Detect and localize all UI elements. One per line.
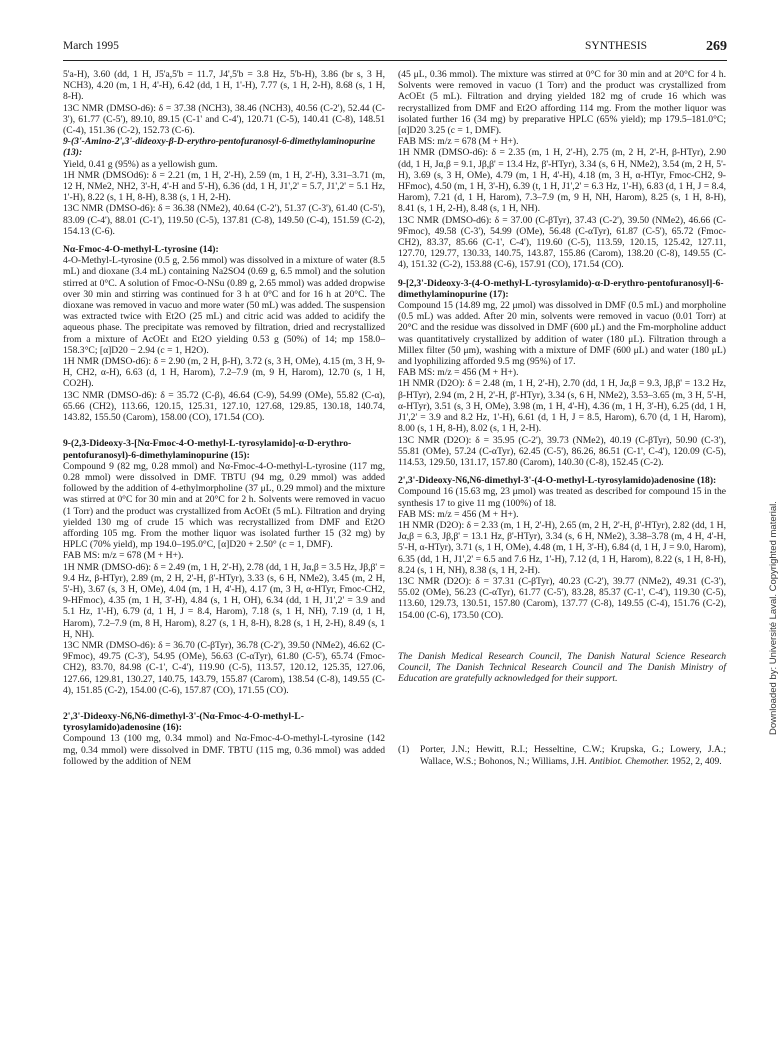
reference-entry (398, 744, 726, 766)
spacer (398, 271, 726, 278)
reference-authors: Porter, J.N.; Hewitt, R.I.; Hesseltine, C.W.; Krupska, G.; Lowery, J.A.; Wallace, W.S.; Bohonos, N.; Williams, J.H. (420, 744, 726, 767)
acknowledgement: The Danish Medical Research Council, The Danish Natural Science Research Council, The Danish Technical Research Council and The Danish Ministry of Education are gratefully acknowledged for their support. (398, 650, 726, 685)
spacer (398, 714, 726, 729)
spacer (398, 636, 726, 651)
paragraph: 1H NMR (DMSO-d6): δ = 2.35 (m, 1 H, 2'-H), 2.75 (m, 2 H, 2'-H, β-HTyr), 2.90 (dd, 1 H, Jα,β = 9.1, Jβ,β' = 13.4 Hz, β'-HTyr), 3.34 (s, 6 H, NMe2), 3.54 (m, 2 H, 5'-H), 3.69 (s, 3 H, OMe), 4.79 (m, 1 H, 4'-H), 4.18 (m, 3 H, α-HTyr, Fmoc-CH2, 9-HFmoc), 4.50 (m, 1 H, 3'-H), 6.39 (t, 1 H, J1',2' = 6.3 Hz, 1'-H), 6.83 (d, 1 H, J = 8.4, Harom), 7.21 (d, 1 H, Harom), 7.3–7.9 (m, 9 H, NH, Harom), 8.25 (s, 1 H, 8-H), 8.41 (s, 1 H, 2-H), 8.48 (s, 1 H, NH). (398, 147, 726, 215)
spacer (398, 729, 726, 744)
spacer (63, 237, 385, 244)
spacer (398, 621, 726, 636)
paragraph: 1H NMR (D2O): δ = 2.48 (m, 1 H, 2'-H), 2.70 (dd, 1 H, Jα,β = 9.3, Jβ,β' = 13.2 Hz, β-HTyr), 2.94 (m, 2 H, 2'-H, β'-HTyr), 3.34 (s, 6 H, NMe2), 3.53–3.65 (m, 3 H, 5'-H, α-HTyr), 3.51 (s, 3 H, OMe), 3.98 (m, 1 H, 4'-H), 4.36 (m, 1 H, 3'-H), 6.25 (dd, 1 H, J1',2' = 3.9 and 8.2 Hz, 1'-H), 6.61 (d, 1 H, J = 8.5, Harom), 6.70 (d, 1 H, Harom), 8.00 (s, 1 H, 8-H), 8.02 (s, 1 H, 2-H). (398, 378, 726, 435)
paragraph: 1H NMR (DMSO-d6): δ = 2.90 (m, 2 H, β-H), 3.72 (s, 3 H, OMe), 4.15 (m, 3 H, 9-H, CH2, α-H), 6.63 (d, 1 H, Harom), 7.2–7.9 (m, 9 H, Harom), 12.70 (s, 1 H, CO2H). (63, 356, 385, 390)
compound-heading: 2',3'-Dideoxy-N6,N6-dimethyl-3'-(4-O-methyl-L-tyrosylamido)adenosine (18): (398, 475, 717, 487)
compound-heading: 9-[2,3'-Dideoxy-3-(4-O-methyl-L-tyrosylamido)-α-D-erythro-pentofuranosyl]-6-dimethylaminopurine (17): (398, 277, 724, 300)
paragraph: FAB MS: m/z = 678 (M + H+). (398, 136, 519, 148)
left-column (63, 69, 385, 767)
paragraph: Compound 15 (14.89 mg, 22 μmol) was dissolved in DMF (0.5 mL) and morpholine (0.5 mL) was added. After 20 min, solvents were removed in vacuo (0.01 Torr) at 20°C and the residue was dissolved in DMF (600 μL) and the Fm-morpholine adduct was quantitatively crystallized by addition of water (180 μL). Filtration through a Millex filter (50 μm), washing with a mixture of DMF (600 μL) and water (180 μL) and lyophilizing afforded 9.5 mg (95%) of 17. (398, 300, 726, 368)
header-rule (63, 60, 727, 61)
reference-citation: 1952, 2, 409. (668, 755, 722, 767)
journal-name: SYNTHESIS (585, 40, 647, 52)
paragraph: FAB MS: m/z = 456 (M + H+). (398, 367, 519, 379)
paragraph: 1H NMR (DMSO-d6): δ = 2.49 (m, 1 H, 2'-H), 2.78 (dd, 1 H, Jα,β = 3.5 Hz, Jβ,β' = 9.4 Hz, β-HTyr), 2.89 (m, 2 H, 2'-H, β'-HTyr), 3.33 (s, 6 H, NMe2), 3.45 (m, 2 H, 5'-H), 3.67 (s, 3 H, OMe), 4.04 (m, 1 H, 4'-H), 4.17 (m, 3 H, α-HTyr, Fmoc-CH2, 9-HFmoc), 4.35 (m, 1 H, 3'-H), 4.84 (s, 1 H, OH), 6.34 (dd, 1 H, J1',2' = 3.9 and 5.1 Hz, 1'-H), 6.79 (d, 1 H, J = 8.4, Harom), 7.18 (s, 1 H, NH), 7.19 (d, 1 H, Harom), 7.2–7.9 (m, 8 H, Harom), 8.27 (s, 1 H, 8-H), 8.28 (s, 1 H, 2-H), 8.49 (s, 1 H, NH). (63, 561, 385, 640)
reference-text (420, 744, 726, 766)
compound-heading: Nα-Fmoc-4-O-methyl-L-tyrosine (14): (63, 244, 219, 256)
paragraph: 13C NMR (DMSO-d6): δ = 36.38 (NMe2), 40.64 (C-2'), 51.37 (C-3'), 61.40 (C-5'), 83.09 (C-4'), 88.01 (C-1'), 119.50 (C-5), 137.81 (C-8), 149.50 (C-4), 151.59 (C-2), 154.13 (C-6). (63, 203, 385, 237)
compound-heading: 9-(2,3-Dideoxy-3-[Nα-Fmoc-4-O-methyl-L-tyrosylamido]-α-D-erythro-pentofuranosyl)-6-dimethylaminopurine (15): (63, 438, 352, 461)
spacer (63, 423, 385, 438)
spacer (63, 696, 385, 711)
paragraph: 4-O-Methyl-L-tyrosine (0.5 g, 2.56 mmol) was dissolved in a mixture of water (8.5 mL) and dioxane (3.4 mL) containing Na2SO4 (0.69 g, 6.5 mmol) and the solution stirred at 0°C. A solution of Fmoc-O-NSu (0.89 g, 2.65 mmol) was added dropwise over 30 min and stirring was continued for 3 h at 0°C and for 16 h at 20°C. The dioxane was removed in vacuo and more water (50 mL) was added. The suspension was extracted twice with Et2O (25 mL) and citric acid was added to acidify the aqueous phase. The precipitate was removed by filtration, dried and recrystallized from a mixture of AcOEt and Et2O yielding 0.53 g (50%) of 14; mp 158.0–158.3°C; [α]D20 − 2.94 (c = 1, H2O). (63, 255, 385, 356)
page-number: 269 (706, 39, 727, 54)
paragraph: FAB MS: m/z = 456 (M + H+). (398, 508, 519, 520)
reference-number: (1) (398, 744, 410, 756)
spacer (398, 684, 726, 699)
paragraph: 13C NMR (DMSO-d6): δ = 36.70 (C-βTyr), 36.78 (C-2'), 39.50 (NMe2), 46.62 (C-9Fmoc), 49.75 (C-3'), 54.95 (OMe), 56.63 (C-αTyr), 61.80 (C-5'), 65.74 (Fmoc-CH2), 83.70, 84.98 (C-1', C-4'), 119.90 (C-5), 113.57, 120.12, 125.35, 127.06, 127.66, 129.81, 130.27, 140.75, 143.79, 155.87 (Carom), 138.54 (C-8), 149.55 (C-4), 151.85 (C-2), 154.00 (C-6), 157.87 (CO), 171.55 (CO). (63, 639, 385, 696)
paragraph: 1H NMR (DMSOd6): δ = 2.21 (m, 1 H, 2'-H), 2.59 (m, 1 H, 2'-H), 3.31–3.71 (m, 12 H, NMe2, NH2, 3'-H, 4'-H and 5'-H), 6.36 (dd, 1 H, J1',2' = 5.7, J1',2' = 5.1 Hz, 1'-H), 8.22 (s, 1 H, 8-H), 8.38 (s, 1 H, 2-H). (63, 169, 385, 204)
paragraph: Compound 16 (15.63 mg, 23 μmol) was treated as described for compound 15 in the synthesis 17 to give 11 mg (100%) of 18. (398, 486, 726, 509)
paragraph: 13C NMR (DMSO-d6): δ = 37.00 (C-βTyr), 37.43 (C-2'), 39.50 (NMe2), 46.66 (C-9Fmoc), 49.58 (C-3'), 54.99 (OMe), 56.48 (C-αTyr), 61.87 (C-5'), 65.72 (Fmoc-CH2), 83.37, 85.66 (C-1', C-4'), 119.60 (C-5), 113.59, 120.15, 125.42, 127.11, 127.70, 129.77, 130.33, 140.75, 143.87, 155.86 (Carom), 138.20 (C-8), 149.55 (C-4), 151.32 (C-2), 153.88 (C-6), 157.91 (CO), 171.54 (CO). (398, 214, 726, 271)
page-header (63, 40, 727, 58)
paragraph: (45 μL, 0.36 mmol). The mixture was stirred at 0°C for 30 min and at 20°C for 4 h. Solvents were removed in vacuo (1 Torr) and the product was crystallized from AcOEt (5 mL). Filtration and drying yielded 182 mg of crude 16 which was recrystallized from DMF and Et2O affording 114 mg. From the mother liquor was isolated further 16 (34 mg) by preparative HPLC (65% yield); mp 179.5–181.0°C; [α]D20 3.25 (c = 1, DMF). (398, 69, 726, 137)
reference-journal: Antibiot. Chemother. (589, 755, 669, 767)
paragraph: Yield, 0.41 g (95%) as a yellowish gum. (63, 158, 218, 170)
paragraph: 5'a-H), 3.60 (dd, 1 H, J5'a,5'b = 11.7, J4',5'b = 3.8 Hz, 5'b-H), 3.86 (br s, 3 H, NCH3), 4.20 (m, 1 H, 4'-H), 6.42 (dd, 1 H, 1'-H), 7.77 (s, 1 H, 2-H), 8.68 (s, 1 H, 8-H). (63, 69, 385, 103)
spacer (398, 468, 726, 475)
download-watermark: Downloaded by: Université Laval. Copyrighted material. (768, 501, 779, 735)
spacer (398, 699, 726, 714)
compound-heading: 2',3'-Dideoxy-N6,N6-dimethyl-3'-(Nα-Fmoc-4-O-methyl-L-tyrosylamido)adenosine (16): (63, 710, 304, 734)
right-column (398, 69, 726, 767)
paragraph: 1H NMR (D2O): δ = 2.33 (m, 1 H, 2'-H), 2.65 (m, 2 H, 2'-H, β'-HTyr), 2.82 (dd, 1 H, Jα,β = 6.3, Jβ,β' = 13.1 Hz, β'-HTyr), 3.34 (s, 6 H, NMe2), 3.38–3.78 (m, 4 H, 4'-H, 5'-H, α-HTyr), 3.71 (s, 1 H, OMe), 4.48 (m, 1 H, 3'-H), 6.84 (d, 1 H, J = 9.0, Harom), 6.35 (dd, 1 H, J1',2' = 6.5 and 7.6 Hz, 1'-H), 7.12 (d, 1 H, Harom), 8.22 (s, 1 H, 8-H), 8.24 (s, 1 H, NH), 8.38 (s, 1 H, 2-H). (398, 519, 726, 576)
paragraph: Compound 9 (82 mg, 0.28 mmol) and Nα-Fmoc-4-O-methyl-L-tyrosine (117 mg, 0.28 mmol) were dissolved in DMF. TBTU (94 mg, 0.29 mmol) was added followed by the addition of 4-ethylmorpholine (37 μL, 0.29 mmol) and the mixture was stirred at 0°C for 30 min and at 20°C for 2 h. Solvents were removed in vacuo (1 Torr) and the product was crystallized from AcOEt (5 mL). Filtration and drying yielded 130 mg of crude 15 which was recrystallized from DMF and Et2O affording 105 mg. From the mother liquor was isolated further 15 (32 mg) by HPLC (70% yield), mp 194.0–195.0°C, [α]D20 + 2.50° (c = 1, DMF). (63, 460, 385, 551)
paragraph: 13C NMR (DMSO-d6): δ = 35.72 (C-β), 46.64 (C-9), 54.99 (OMe), 55.82 (C-α), 65.66 (CH2), 113.66, 120.15, 125.31, 127.10, 127.68, 129.85, 130.18, 140.74, 143.82, 155.50 (Carom), 158.00 (CO), 171.54 (CO). (63, 389, 385, 424)
paragraph: 13C NMR (D2O): δ = 37.31 (C-βTyr), 40.23 (C-2'), 39.77 (NMe2), 49.31 (C-3'), 55.02 (OMe), 56.23 (C-αTyr), 61.77 (C-5'), 83.28, 85.37 (C-1', C-4'), 119.30 (C-5), 113.60, 129.73, 130.51, 157.80 (Carom), 137.77 (C-8), 149.55 (C-4), 151.76 (C-2), 154.00 (C-6), 173.50 (CO). (398, 575, 726, 621)
paragraph: Compound 13 (100 mg, 0.34 mmol) and Nα-Fmoc-4-O-methyl-L-tyrosine (142 mg, 0.34 mmol) were dissolved in DMF. TBTU (115 mg, 0.36 mmol) was added followed by the addition of NEM (63, 733, 385, 767)
paragraph: 13C NMR (D2O): δ = 35.95 (C-2'), 39.73 (NMe2), 40.19 (C-βTyr), 50.90 (C-3'), 55.81 (OMe), 57.24 (C-αTyr), 62.45 (C-5'), 86.26, 86.51 (C-1', C-4'), 120.09 (C-5), 114.53, 129.50, 131.17, 157.80 (Carom), 140.30 (C-8), 152.45 (C-2). (398, 434, 726, 468)
paragraph: 13C NMR (DMSO-d6): δ = 37.38 (NCH3), 38.46 (NCH3), 40.56 (C-2'), 52.44 (C-3'), 61.77 (C-5'), 89.10, 89.15 (C-1' and C-4'), 120.71 (C-5), 140.41 (C-8), 148.51 (C-4), 151.36 (C-2), 152.73 (C-6). (63, 102, 385, 137)
paragraph: FAB MS: m/z = 678 (M + H+). (63, 550, 184, 562)
compound-heading: 9-(3'-Amino-2',3'-dideoxy-β-D-erythro-pentofuranosyl-6-dimethylaminopurine (13): (63, 136, 376, 159)
issue-date: March 1995 (63, 40, 119, 52)
